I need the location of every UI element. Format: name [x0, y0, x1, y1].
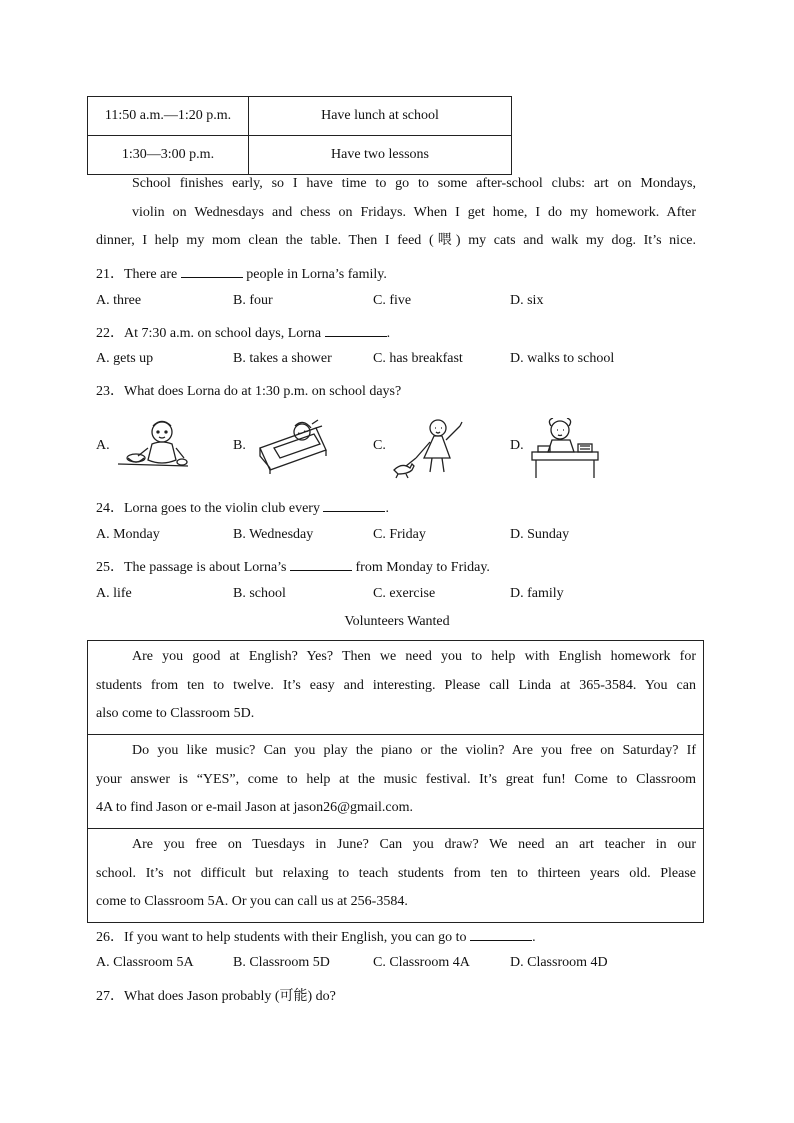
question-text: 25．The passage is about Lorna’s	[96, 560, 291, 575]
option-b[interactable]: B. Wednesday	[233, 527, 314, 542]
question-text: 21．There are	[96, 267, 181, 282]
ad-paragraph	[96, 643, 696, 729]
ad-line: Are you free on Tuesdays in June? Can you draw? We need an art teacher in our	[132, 837, 696, 852]
picture-label-a[interactable]: A.	[96, 438, 110, 453]
question-21	[96, 263, 696, 283]
ad-line: come to Classroom 5A. Or you can call us at 256-3584.	[96, 894, 408, 909]
ad-paragraph	[96, 737, 696, 823]
option-c[interactable]: C. Friday	[373, 527, 426, 542]
question-text: .	[532, 930, 536, 945]
schedule-time: 1:30—3:00 p.m.	[88, 136, 249, 175]
ad-line: Are you good at English? Yes? Then we need you to help with English homework for	[132, 649, 696, 664]
picture-label-b[interactable]: B.	[233, 438, 246, 453]
question-26	[96, 926, 696, 946]
option-a[interactable]: A. Monday	[96, 527, 160, 542]
schedule-activity: Have two lessons	[249, 136, 512, 175]
table-row	[88, 136, 512, 175]
question-text: 24．Lorna goes to the violin club every	[96, 501, 324, 516]
question-22-options	[96, 351, 696, 373]
ad-line: school. It’s not difficult but relaxing to teach students from ten to thirteen years old. Please	[96, 865, 696, 881]
answer-blank[interactable]	[325, 324, 387, 337]
girl-walking-dog-image	[390, 418, 472, 480]
question-26-options	[96, 955, 696, 977]
answer-blank[interactable]	[470, 928, 532, 941]
question-21-options	[96, 293, 696, 315]
passage-line: violin on Wednesdays and chess on Fridays. When I get home, I do my homework. After	[132, 204, 696, 220]
ad-line: 4A to find Jason or e-mail Jason at jason26@gmail.com.	[96, 800, 413, 815]
answer-blank[interactable]	[290, 558, 352, 571]
girl-studying-image	[528, 418, 604, 482]
question-text: from Monday to Friday.	[352, 560, 490, 575]
option-c[interactable]: C. five	[373, 293, 412, 308]
schedule-table	[87, 96, 512, 175]
schedule-activity: Have lunch at school	[249, 97, 512, 136]
volunteer-ad-art	[87, 828, 704, 923]
answer-blank[interactable]	[181, 265, 243, 278]
option-c[interactable]: C. has breakfast	[373, 351, 463, 366]
option-a[interactable]: A. life	[96, 586, 132, 601]
question-27: 27．What does Jason probably (可能) do?	[96, 989, 336, 1004]
volunteer-ad-english	[87, 640, 704, 735]
passage-paragraph	[96, 170, 696, 256]
question-25-options	[96, 586, 696, 608]
schedule-time: 11:50 a.m.—1:20 p.m.	[88, 97, 249, 136]
option-a[interactable]: A. gets up	[96, 351, 154, 366]
question-text: .	[385, 501, 389, 516]
ad-line: Do you like music? Can you play the piano or the violin? Are you free on Saturday? If	[132, 743, 696, 758]
question-23-pictures	[96, 418, 696, 484]
answer-blank[interactable]	[323, 499, 385, 512]
question-24-options	[96, 527, 696, 549]
ad-line: students from ten to twelve. It’s easy and interesting. Please call Linda at 365-3584. You can	[96, 677, 696, 693]
option-b[interactable]: B. takes a shower	[233, 351, 332, 366]
section-title: Volunteers Wanted	[344, 614, 450, 629]
picture-label-d[interactable]: D.	[510, 438, 524, 453]
passage-line: dinner, I help my mom clean the table. Then I feed (喂) my cats and walk my dog. It’s nice.	[96, 233, 696, 248]
option-b[interactable]: B. four	[233, 293, 273, 308]
ad-line: also come to Classroom 5D.	[96, 706, 255, 721]
option-d[interactable]: D. six	[510, 293, 544, 308]
question-23: 23．What does Lorna do at 1:30 p.m. on school days?	[96, 384, 402, 399]
option-d[interactable]: D. walks to school	[510, 351, 615, 366]
option-c[interactable]: C. Classroom 4A	[373, 955, 470, 970]
question-25	[96, 556, 696, 576]
question-22	[96, 322, 696, 342]
picture-label-c[interactable]: C.	[373, 438, 386, 453]
ad-line: your answer is “YES”, come to help at the music festival. It’s great fun! Come to Classroom	[96, 771, 696, 787]
question-text: 22．At 7:30 a.m. on school days, Lorna	[96, 326, 325, 341]
question-text: people in Lorna’s family.	[242, 267, 387, 282]
table-row	[88, 97, 512, 136]
option-d[interactable]: D. Classroom 4D	[510, 955, 608, 970]
option-d[interactable]: D. family	[510, 586, 564, 601]
question-text: 26．If you want to help students with their English, you can go to	[96, 930, 471, 945]
girl-sleeping-image	[252, 418, 334, 478]
option-b[interactable]: B. Classroom 5D	[233, 955, 330, 970]
volunteer-ad-music	[87, 734, 704, 829]
option-d[interactable]: D. Sunday	[510, 527, 570, 542]
question-24	[96, 497, 696, 517]
question-text: .	[386, 326, 391, 341]
option-c[interactable]: C. exercise	[373, 586, 436, 601]
girl-eating-image	[112, 418, 194, 474]
ad-paragraph	[96, 831, 696, 917]
option-a[interactable]: A. three	[96, 293, 142, 308]
passage-line: School finishes early, so I have time to go to some after-school clubs: art on Mondays,	[132, 176, 696, 191]
option-b[interactable]: B. school	[233, 586, 286, 601]
option-a[interactable]: A. Classroom 5A	[96, 955, 194, 970]
